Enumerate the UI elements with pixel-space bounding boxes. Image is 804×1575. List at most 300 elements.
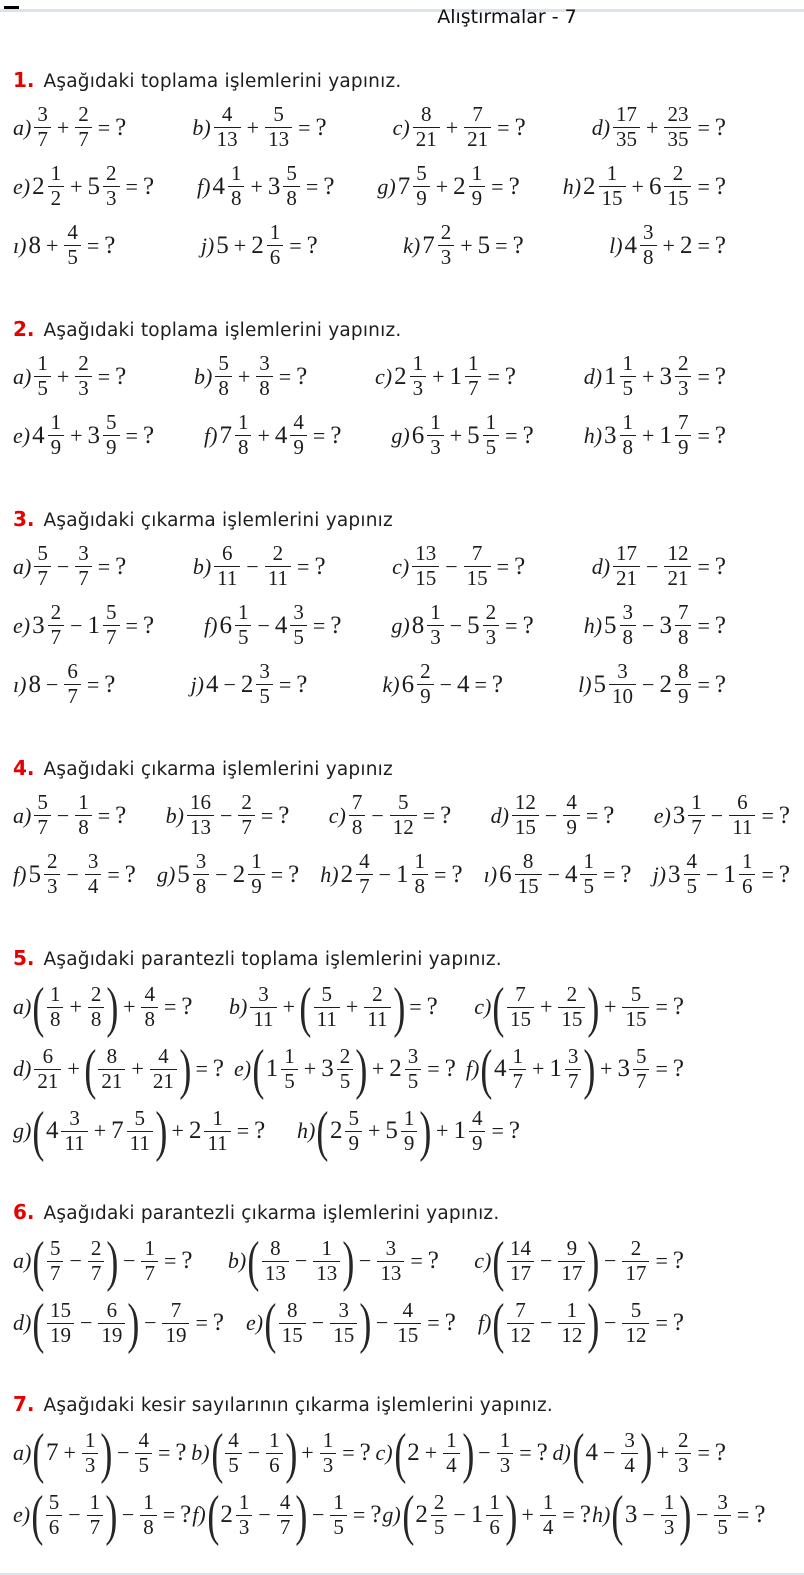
math-problem (194, 352, 308, 400)
math-problem (466, 1038, 685, 1100)
number: ? (115, 113, 127, 141)
denominator: 7 (47, 1261, 64, 1286)
fraction (443, 1429, 460, 1477)
operator: + (345, 994, 359, 1019)
denominator: 8 (620, 435, 637, 460)
problem-label: f) (13, 861, 27, 887)
numerator: 1 (542, 1489, 554, 1514)
denominator: 17 (622, 1261, 649, 1286)
fraction (103, 162, 120, 210)
problem-label: f) (477, 1310, 492, 1335)
fraction (620, 601, 637, 649)
operator: = (297, 553, 310, 579)
math-problem (382, 660, 504, 708)
math-problem (228, 1230, 440, 1292)
operator: + (70, 173, 83, 199)
problem-row (13, 1483, 766, 1547)
fraction (238, 791, 255, 839)
fraction (277, 1491, 294, 1539)
fraction (330, 1491, 347, 1539)
problem-label: ı) (483, 861, 498, 887)
operator: + (45, 232, 59, 258)
operator: = (97, 363, 111, 389)
number: 2 (232, 860, 246, 888)
parenthesis: ) (419, 1099, 432, 1163)
operator: − (257, 612, 270, 638)
fraction (256, 660, 273, 708)
denominator: 15 (464, 566, 491, 591)
section-heading (13, 756, 804, 780)
operator: = (697, 671, 710, 697)
denominator: 5 (714, 1515, 731, 1540)
number: ? (115, 362, 127, 390)
denominator: 6 (266, 1453, 283, 1478)
math-problem (584, 352, 727, 400)
number: 3 (267, 172, 281, 200)
fraction (664, 103, 691, 151)
denominator: 7 (465, 376, 482, 401)
numerator: 3 (643, 220, 654, 245)
number: ? (514, 552, 526, 580)
number: ? (427, 1247, 439, 1274)
denominator: 7 (565, 1069, 582, 1094)
numerator: 1 (230, 161, 242, 186)
fraction (75, 791, 92, 839)
denominator: 19 (47, 1323, 74, 1348)
operator: − (117, 1440, 130, 1465)
numerator: 1 (269, 1427, 280, 1452)
numerator: 8 (270, 1235, 281, 1260)
numerator: 1 (430, 600, 441, 625)
problem-row (13, 216, 727, 275)
parenthesis: ( (247, 1229, 260, 1293)
operator: − (539, 1248, 553, 1273)
fraction (214, 103, 241, 151)
fraction (47, 1299, 74, 1347)
fraction (349, 791, 366, 839)
numerator: 1 (37, 351, 48, 376)
denominator: 7 (103, 625, 120, 650)
number: 3 (668, 860, 681, 888)
denominator: 7 (633, 1069, 650, 1094)
numerator: 3 (338, 1297, 349, 1322)
number: 3 (624, 1501, 638, 1528)
operator: = (409, 994, 422, 1019)
problem-label: j) (652, 861, 667, 887)
denominator: 15 (512, 815, 539, 840)
denominator: 6 (267, 245, 284, 270)
denominator: 19 (162, 1323, 189, 1348)
problem-label: k) (382, 671, 400, 697)
number: ? (212, 1309, 225, 1336)
fraction (47, 1237, 64, 1285)
problem-row (13, 976, 685, 1038)
parenthesis: ) (355, 1037, 368, 1101)
fraction (558, 1299, 585, 1347)
denominator: 3 (236, 1515, 253, 1540)
numerator: 2 (339, 1043, 351, 1068)
numerator: 12 (667, 541, 689, 566)
denominator: 35 (613, 127, 640, 152)
section-heading (13, 68, 804, 92)
fraction (620, 352, 637, 400)
number: 7 (422, 231, 435, 259)
number: 5 (477, 231, 491, 259)
math-problem (13, 660, 116, 708)
denominator: 7 (356, 874, 373, 899)
fraction (563, 791, 580, 839)
fraction (609, 660, 636, 708)
operator: + (521, 1502, 534, 1527)
fraction (140, 1491, 157, 1539)
section-heading (13, 1200, 804, 1224)
math-problem (578, 660, 727, 708)
fraction (364, 983, 390, 1031)
problem-label: k) (403, 232, 421, 258)
operator: = (519, 1440, 532, 1465)
denominator: 8 (140, 1515, 157, 1540)
operator: = (352, 1502, 366, 1527)
parenthesis: ( (393, 1421, 406, 1485)
fraction (215, 352, 232, 400)
operator: + (539, 994, 553, 1019)
denominator: 3 (75, 376, 92, 401)
denominator: 5 (337, 1069, 354, 1094)
number: ? (314, 552, 326, 580)
operator: = (427, 1310, 440, 1335)
operator: − (375, 1310, 389, 1335)
numerator: 5 (37, 790, 48, 815)
math-problem (13, 542, 127, 590)
math-problem (375, 352, 517, 400)
math-problem (191, 1422, 372, 1484)
math-problem (391, 411, 534, 459)
numerator: 1 (284, 1043, 295, 1068)
denominator: 15 (622, 1007, 649, 1032)
number: 4 (274, 421, 288, 449)
denominator: 11 (729, 815, 755, 840)
numerator: 15 (49, 1297, 71, 1322)
parenthesis: ( (299, 975, 312, 1039)
number: ? (296, 670, 308, 698)
fraction (464, 103, 491, 151)
denominator: 4 (443, 1453, 460, 1478)
number: 1 (453, 1117, 466, 1144)
number: 5 (604, 611, 617, 639)
denominator: 3 (675, 1453, 692, 1478)
fraction (558, 1237, 585, 1285)
numerator: 7 (170, 1297, 182, 1322)
numerator: 1 (499, 1427, 511, 1452)
operator: + (449, 422, 463, 448)
number: 3 (672, 801, 686, 829)
numerator: 2 (485, 600, 497, 625)
denominator: 7 (34, 815, 51, 840)
denominator: 8 (215, 376, 232, 401)
section-heading (13, 317, 804, 341)
numerator: 1 (622, 351, 634, 376)
numerator: 4 (359, 849, 370, 874)
numerator: 5 (218, 351, 229, 376)
number: ? (115, 552, 127, 580)
denominator: 6 (46, 1515, 63, 1540)
math-problem (234, 1038, 457, 1100)
denominator: 15 (558, 1007, 585, 1032)
math-problem (377, 162, 520, 210)
fraction (739, 850, 756, 898)
exercise-section (13, 68, 804, 275)
denominator: 4 (621, 1453, 638, 1478)
operator: − (215, 861, 228, 887)
fraction (621, 1429, 638, 1477)
number: 3 (32, 611, 45, 639)
number: 1 (604, 362, 617, 390)
page-title: Alıştırmalar - 7 (437, 6, 577, 28)
fraction (558, 983, 585, 1031)
problem-label: a) (13, 363, 32, 389)
number: 4 (45, 1117, 59, 1144)
number: 2 (340, 860, 354, 888)
fraction (633, 1045, 650, 1093)
numerator: 4 (228, 1427, 239, 1452)
fraction (283, 162, 300, 210)
denominator: 7 (688, 815, 705, 840)
fraction (103, 411, 120, 459)
number: ? (714, 113, 726, 141)
numerator: 2 (78, 102, 89, 127)
numerator: 5 (286, 161, 297, 186)
operator: + (171, 1118, 184, 1143)
fraction (438, 221, 455, 269)
problem-row (13, 1100, 521, 1162)
denominator: 7 (141, 1261, 158, 1286)
denominator: 6 (739, 874, 756, 899)
number: 1 (723, 860, 736, 888)
denominator: 5 (135, 1453, 152, 1478)
operator: = (422, 802, 436, 828)
problem-row (13, 1292, 685, 1354)
parenthesis: ( (32, 1421, 45, 1485)
problem-row (13, 1038, 685, 1100)
operator: − (56, 553, 70, 579)
denominator: 3 (675, 376, 692, 401)
denominator: 11 (314, 1007, 340, 1032)
parenthesis: ) (587, 1229, 600, 1293)
numerator: 3 (407, 1043, 419, 1068)
denominator: 9 (103, 435, 120, 460)
numerator: 8 (677, 659, 689, 684)
number: ? (278, 801, 290, 829)
fraction (228, 162, 245, 210)
operator: + (436, 1118, 449, 1143)
number: 2 (220, 1501, 233, 1528)
fraction (281, 1045, 298, 1093)
fraction (150, 1045, 177, 1093)
fraction (412, 850, 429, 898)
operator: = (505, 612, 518, 638)
number: 7 (45, 1439, 59, 1466)
denominator: 5 (225, 1453, 242, 1478)
operator: + (56, 363, 70, 389)
fraction (464, 542, 491, 590)
math-problem (592, 1484, 767, 1546)
section-number: 1. (13, 68, 35, 92)
number: 4 (205, 670, 219, 698)
exercise-section (13, 317, 804, 465)
numerator: 3 (69, 1105, 80, 1130)
denominator: 2 (48, 186, 65, 211)
denominator: 15 (599, 186, 626, 211)
number: 6 (648, 172, 662, 200)
problem-row (13, 1422, 727, 1484)
operator: − (144, 1310, 157, 1335)
operator: = (125, 173, 138, 199)
problem-label: g) (13, 1118, 32, 1143)
operator: = (236, 1118, 250, 1143)
number: ? (359, 1439, 371, 1466)
fraction (75, 103, 92, 151)
fraction (507, 1299, 534, 1347)
problem-label: e) (234, 1056, 252, 1081)
operator: − (311, 1502, 325, 1527)
parenthesis: ) (587, 975, 600, 1039)
problem-label: d) (591, 114, 611, 140)
fraction (103, 601, 120, 649)
number: 2 (240, 670, 254, 698)
operator: + (131, 1056, 144, 1081)
number: ? (330, 611, 342, 639)
operator: = (491, 173, 504, 199)
problem-label: b) (229, 994, 248, 1019)
math-problem (393, 103, 527, 151)
denominator: 3 (661, 1515, 678, 1540)
denominator: 3 (427, 625, 444, 650)
number: ? (672, 1055, 684, 1082)
number: 2 (583, 172, 596, 200)
numerator: 4 (144, 981, 155, 1006)
exercise-section (13, 756, 804, 904)
operator: = (697, 363, 710, 389)
fraction (675, 1429, 692, 1477)
denominator: 9 (417, 684, 434, 709)
parenthesis: ) (155, 1099, 168, 1163)
operator: = (427, 1056, 440, 1081)
problem-label: c) (474, 1248, 492, 1273)
denominator: 8 (47, 1007, 64, 1032)
fraction (265, 542, 291, 590)
fraction (250, 983, 276, 1031)
number: ? (444, 1309, 456, 1336)
denominator: 9 (675, 435, 692, 460)
numerator: 3 (567, 1043, 579, 1068)
numerator: 3 (617, 659, 628, 684)
math-problem (478, 1292, 685, 1354)
denominator: 3 (44, 874, 61, 899)
denominator: 9 (345, 1131, 362, 1156)
fraction (405, 1045, 422, 1093)
number: ? (180, 1501, 192, 1528)
operator: + (432, 363, 445, 389)
numerator: 3 (385, 1235, 397, 1260)
numerator: 2 (677, 1427, 689, 1452)
number: ? (142, 172, 155, 200)
number: ? (142, 611, 155, 639)
problem-label: d) (591, 553, 611, 579)
numerator: 4 (158, 1043, 169, 1068)
fraction (413, 162, 430, 210)
number: 4 (624, 231, 638, 259)
numerator: 5 (348, 1105, 359, 1130)
fraction (394, 1299, 421, 1347)
number: 5 (216, 231, 229, 259)
fraction (507, 983, 534, 1031)
problem-label: ı) (13, 671, 27, 697)
number: ? (212, 1055, 225, 1082)
section-heading (13, 946, 804, 970)
problem-label: b) (193, 363, 213, 389)
numerator: 5 (106, 600, 117, 625)
fraction (64, 221, 81, 269)
problem-row (13, 537, 727, 596)
operator: + (531, 1056, 545, 1081)
fraction (265, 103, 292, 151)
operator: = (697, 612, 710, 638)
denominator: 5 (330, 1515, 347, 1540)
number: 3 (321, 1055, 334, 1082)
numerator: 1 (622, 410, 634, 435)
denominator: 21 (464, 127, 491, 152)
fraction (675, 601, 692, 649)
number: 1 (87, 611, 101, 639)
problem-row (13, 157, 727, 216)
problem-row (13, 98, 727, 157)
fraction (509, 1045, 526, 1093)
fraction (330, 1299, 357, 1347)
operator: + (67, 1056, 80, 1081)
operator: − (547, 861, 560, 887)
math-problem (592, 103, 727, 151)
numerator: 2 (46, 849, 58, 874)
math-problem (13, 791, 127, 839)
operator: = (163, 994, 177, 1019)
problem-label: e) (246, 1310, 264, 1335)
fraction (640, 221, 657, 269)
number: 3 (87, 421, 101, 449)
denominator: 15 (394, 1323, 421, 1348)
math-problem (474, 976, 685, 1038)
fraction (127, 1107, 153, 1155)
math-problem (13, 1484, 192, 1546)
operator: = (260, 802, 274, 828)
math-problem (491, 791, 616, 839)
numerator: 4 (279, 1489, 291, 1514)
section-heading (13, 1392, 804, 1416)
denominator: 13 (187, 815, 214, 840)
number: ? (296, 362, 308, 390)
operator: = (157, 1440, 171, 1465)
math-problem (157, 850, 300, 898)
fraction (82, 1429, 99, 1477)
parenthesis: ) (583, 1037, 596, 1101)
section-number: 6. (13, 1200, 35, 1224)
number: 1 (659, 421, 672, 449)
fraction (515, 850, 542, 898)
fraction (141, 983, 158, 1031)
operator: = (736, 1502, 750, 1527)
fraction (75, 542, 92, 590)
number: 5 (87, 172, 101, 200)
denominator: 4 (540, 1515, 557, 1540)
